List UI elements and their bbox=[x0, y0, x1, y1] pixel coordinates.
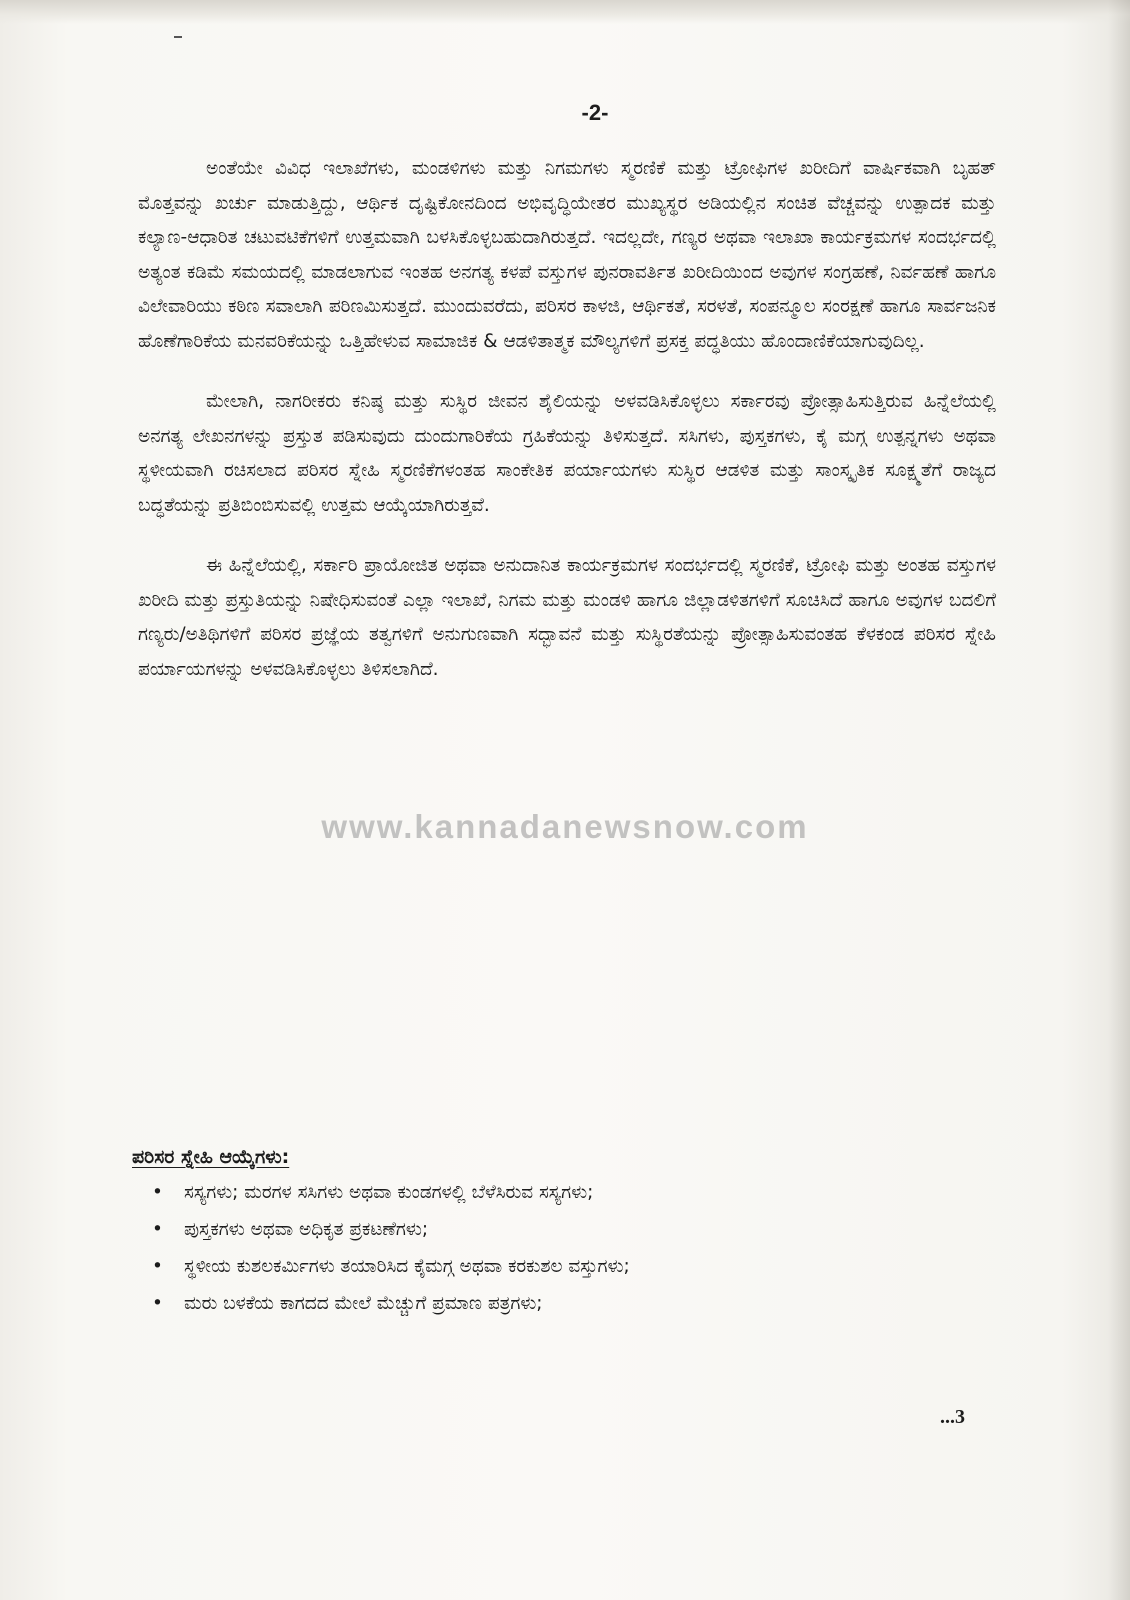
bullet-icon: • bbox=[152, 1182, 163, 1203]
bullet-icon: • bbox=[152, 1219, 163, 1240]
paragraph-3: ಈ ಹಿನ್ನೆಲೆಯಲ್ಲಿ, ಸರ್ಕಾರಿ ಪ್ರಾಯೋಜಿತ ಅಥವಾ ಅನುದಾನಿತ ಕಾರ್ಯಕ್ರಮಗಳ ಸಂದರ್ಭದಲ್ಲಿ ಸ್ಮರಣಿಕೆ, ಟ್ರೋಫಿ ಮತ್ತು ಅಂತಹ ವಸ್ತುಗಳ ಖರೀದಿ ಮತ್ತು ಪ್ರಸ್ತುತಿಯನ್ನು ನಿಷೇಧಿಸುವಂತೆ ಎಲ್ಲಾ ಇಲಾಖೆ, ನಿಗಮ ಮತ್ತು ಮಂಡಳಿ ಹಾಗೂ ಜಿಲ್ಲಾಡಳಿತಗಳಿಗೆ ಸೂಚಿಸಿದೆ ಹಾಗೂ ಅವುಗಳ ಬದಲಿಗೆ ಗಣ್ಯರು/ಅತಿಥಿಗಳಿಗೆ ಪರಿಸರ ಪ್ರಜ್ಞೆಯ ತತ್ವಗಳಿಗೆ ಅನುಗುಣವಾಗಿ ಸದ್ಭಾವನೆ ಮತ್ತು ಸುಸ್ಥಿರತೆಯನ್ನು ಪ್ರೋತ್ಸಾಹಿಸುವಂತಹ ಕೆಳಕಂಡ ಪರಿಸರ ಸ್ನೇಹಿ ಪರ್ಯಾಯಗಳನ್ನು ಅಳವಡಿಸಿಕೊಳ್ಳಲು ತಿಳಿಸಲಾಗಿದೆ. bbox=[138, 555, 996, 680]
list-item-text: ಸ್ಥಳೀಯ ಕುಶಲಕರ್ಮಿಗಳು ತಯಾರಿಸಿದ ಕೈಮಗ್ಗ ಅಥವಾ ಕರಕುಶಲ ವಸ್ತುಗಳು; bbox=[184, 1256, 630, 1277]
list-item-text: ಮರು ಬಳಕೆಯ ಕಾಗದದ ಮೇಲೆ ಮೆಚ್ಚುಗೆ ಪ್ರಮಾಣ ಪತ್ರಗಳು; bbox=[184, 1293, 543, 1314]
section-heading: ಪರಿಸರ ಸ್ನೇಹಿ ಆಯ್ಕೆಗಳು: bbox=[132, 1146, 290, 1168]
page-top-edge bbox=[0, 0, 1130, 24]
eco-friendly-options-section bbox=[132, 1146, 996, 1324]
paragraph-1: ಅಂತೆಯೇ ವಿವಿಧ ಇಲಾಖೆಗಳು, ಮಂಡಳಿಗಳು ಮತ್ತು ನಿಗಮಗಳು ಸ್ಮರಣಿಕೆ ಮತ್ತು ಟ್ರೋಫಿಗಳ ಖರೀದಿಗೆ ವಾರ್ಷಿಕವಾಗಿ ಬೃಹತ್ ಮೊತ್ತವನ್ನು ಖರ್ಚು ಮಾಡುತ್ತಿದ್ದು, ಆರ್ಥಿಕ ದೃಷ್ಟಿಕೋನದಿಂದ ಅಭಿವೃದ್ಧಿಯೇತರ ಮುಖ್ಯಸ್ಥರ ಅಡಿಯಲ್ಲಿನ ಸಂಚಿತ ವೆಚ್ಚವನ್ನು ಉತ್ಪಾದಕ ಮತ್ತು ಕಲ್ಯಾಣ-ಆಧಾರಿತ ಚಟುವಟಿಕೆಗಳಿಗೆ ಉತ್ತಮವಾಗಿ ಬಳಸಿಕೊಳ್ಳಬಹುದಾಗಿರುತ್ತದೆ. ಇದಲ್ಲದೇ, ಗಣ್ಯರ ಅಥವಾ ಇಲಾಖಾ ಕಾರ್ಯಕ್ರಮಗಳ ಸಂದರ್ಭದಲ್ಲಿ ಅತ್ಯಂತ ಕಡಿಮೆ ಸಮಯದಲ್ಲಿ ಮಾಡಲಾಗುವ ಇಂತಹ ಅನಗತ್ಯ ಕಳಪೆ ವಸ್ತುಗಳ ಪುನರಾವರ್ತಿತ ಖರೀದಿಯಿಂದ ಅವುಗಳ ಸಂಗ್ರಹಣೆ, ನಿರ್ವಹಣೆ ಹಾಗೂ ವಿಲೇವಾರಿಯು ಕಠಿಣ ಸವಾಲಾಗಿ ಪರಿಣಮಿಸುತ್ತದೆ. ಮುಂದುವರೆದು, ಪರಿಸರ ಕಾಳಜಿ, ಆರ್ಥಿಕತೆ, ಸರಳತೆ, ಸಂಪನ್ಮೂಲ ಸಂರಕ್ಷಣೆ ಹಾಗೂ ಸಾರ್ವಜನಿಕ ಹೊಣೆಗಾರಿಕೆಯ ಮನವರಿಕೆಯನ್ನು ಒತ್ತಿಹೇಳುವ ಸಾಮಾಜಿಕ & ಆಡಳಿತಾತ್ಮಕ ಮೌಲ್ಯಗಳಿಗೆ ಪ್ರಸಕ್ತ ಪದ್ಧತಿಯು ಹೊಂದಾಣಿಕೆಯಾಗುವುದಿಲ್ಲ. bbox=[138, 158, 996, 352]
options-list bbox=[132, 1176, 996, 1320]
list-item bbox=[132, 1250, 996, 1283]
body-text bbox=[138, 152, 996, 713]
bullet-icon: • bbox=[152, 1256, 163, 1277]
paragraph-2: ಮೇಲಾಗಿ, ನಾಗರೀಕರು ಕನಿಷ್ಠ ಮತ್ತು ಸುಸ್ಥಿರ ಜೀವನ ಶೈಲಿಯನ್ನು ಅಳವಡಿಸಿಕೊಳ್ಳಲು ಸರ್ಕಾರವು ಪ್ರೋತ್ಸಾಹಿಸುತ್ತಿರುವ ಹಿನ್ನೆಲೆಯಲ್ಲಿ ಅನಗತ್ಯ ಲೇಖನಗಳನ್ನು ಪ್ರಸ್ತುತ ಪಡಿಸುವುದು ದುಂದುಗಾರಿಕೆಯ ಗ್ರಹಿಕೆಯನ್ನು ತಿಳಿಸುತ್ತದೆ. ಸಸಿಗಳು, ಪುಸ್ತಕಗಳು, ಕೈ ಮಗ್ಗ ಉತ್ಪನ್ನಗಳು ಅಥವಾ ಸ್ಥಳೀಯವಾಗಿ ರಚಿಸಲಾದ ಪರಿಸರ ಸ್ನೇಹಿ ಸ್ಮರಣಿಕೆಗಳಂತಹ ಸಾಂಕೇತಿಕ ಪರ್ಯಾಯಗಳು ಸುಸ್ಥಿರ ಆಡಳಿತ ಮತ್ತು ಸಾಂಸ್ಕೃತಿಕ ಸೂಕ್ಷ್ಮತೆಗೆ ರಾಜ್ಯದ ಬದ್ಧತೆಯನ್ನು ಪ್ರತಿಬಿಂಬಿಸುವಲ್ಲಿ ಉತ್ತಮ ಆಯ್ಕೆಯಾಗಿರುತ್ತವೆ. bbox=[138, 391, 996, 516]
top-dash-mark bbox=[174, 36, 182, 38]
page-number: -2- bbox=[581, 100, 609, 125]
list-item-text: ಪುಸ್ತಕಗಳು ಅಥವಾ ಅಧಿಕೃತ ಪ್ರಕಟಣೆಗಳು; bbox=[184, 1219, 429, 1240]
list-item bbox=[132, 1287, 996, 1320]
list-item bbox=[132, 1213, 996, 1246]
continued-page-marker: ...3 bbox=[940, 1406, 965, 1428]
watermark-text: www.kannadanewsnow.com bbox=[321, 808, 809, 845]
list-item bbox=[132, 1176, 996, 1209]
list-item-text: ಸಸ್ಯಗಳು; ಮರಗಳ ಸಸಿಗಳು ಅಥವಾ ಕುಂಡಗಳಲ್ಲಿ ಬೆಳೆಸಿರುವ ಸಸ್ಯಗಳು; bbox=[184, 1182, 594, 1203]
page-right-shadow bbox=[1108, 0, 1130, 1600]
bullet-icon: • bbox=[152, 1293, 163, 1314]
